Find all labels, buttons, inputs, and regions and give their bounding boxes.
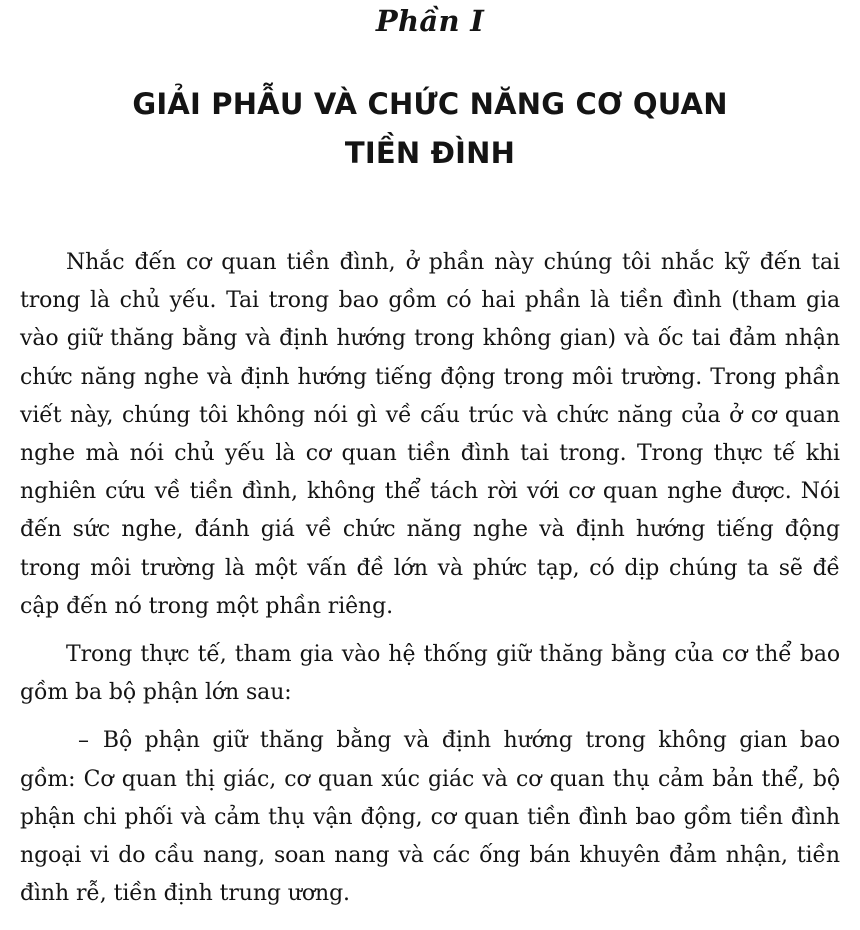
part-label: Phần I (375, 4, 485, 38)
chapter-title-line-1: GIẢI PHẪU VÀ CHỨC NĂNG CƠ QUAN (132, 87, 728, 121)
bullet-dash: – (78, 728, 89, 754)
paragraph-2: Trong thực tế, tham gia vào hệ thống giữ thăng bằng của cơ thể bao gồm ba bộ phận lớn sau: (20, 642, 840, 706)
bullet-text: Bộ phận giữ thăng bằng và định hướng trong không gian bao gồm: Cơ quan thị giác, cơ quan xúc giác và cơ quan thụ cảm bản thể, bộ phận chi phối và cảm thụ vận động, cơ quan tiền đình bao gồm tiền đình ngoại vi do cầu nang, soan nang và các ống bán khuyên đảm nhận, tiền đình rễ, tiền định trung ương. (20, 728, 840, 907)
chapter-title (0, 80, 860, 178)
bullet-item (20, 722, 840, 913)
chapter-title-line-2: TIỀN ĐÌNH (344, 136, 516, 170)
paragraph-1: Nhắc đến cơ quan tiền đình, ở phần này chúng tôi nhắc kỹ đến tai trong là chủ yếu. Tai trong bao gồm có hai phần là tiền đình (tham gia vào giữ thăng bằng và định hướng trong không gian) và ốc tai đảm nhận chức năng nghe và định hướng tiếng động trong môi trường. Trong phần viết này, chúng tôi không nói gì về cấu trúc và chức năng của ở cơ quan nghe mà nói chủ yếu là cơ quan tiền đình tai trong. Trong thực tế khi nghiên cứu về tiền đình, không thể tách rời với cơ quan nghe được. Nói đến sức nghe, đánh giá về chức năng nghe và định hướng tiếng động trong môi trường là một vấn đề lớn và phức tạp, có dịp chúng ta sẽ đề cập đến nó trong một phần riêng. (20, 250, 840, 619)
body-text (20, 244, 840, 913)
